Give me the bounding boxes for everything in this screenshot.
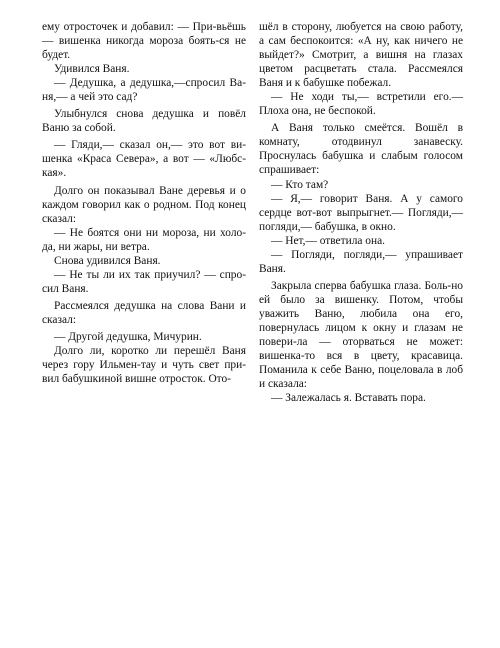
document-page [42, 20, 463, 405]
paragraph: — Не боятся они ни мороза, ни холо-да, ни жары, ни ветра. [42, 226, 246, 253]
paragraph: — Погляди, погляди,— упрашивает Ваня. [259, 248, 463, 275]
left-column [42, 20, 246, 386]
paragraph: — Нет,— ответила она. [271, 234, 385, 247]
paragraph: Снова удивился Ваня. [54, 254, 161, 267]
paragraph: — Залежалась я. Вставать пора. [271, 392, 426, 405]
paragraph: — Дедушка, а дедушка,—спросил Ва-ня,— а чей это сад? [42, 77, 246, 104]
paragraph: Закрыла сперва бабушка глаза. Боль-но ей было за вишенку. Потом, чтобы уважить Ваню, любила она его, повернулась лицом к окну и глазам не повери-ла — оторваться не может: вишенка-то вся в цвету, красавица. Поманила к себе Ваню, поцеловала в лоб и сказала: [259, 279, 463, 391]
paragraph: — Другой дедушка, Мичурин. [54, 330, 202, 343]
paragraph: Улыбнулся снова дедушка и повёл Ваню за собой. [42, 108, 246, 135]
paragraph: Удивился Ваня. [54, 63, 130, 76]
paragraph: — Кто там? [271, 178, 329, 191]
paragraph: — Не ты ли их так приучил? — спро-сил Ваня. [42, 268, 246, 295]
paragraph: ему отросточек и добавил: — При-вьёшь — вишенка никогда мороза боять-ся не будет. [42, 21, 246, 62]
paragraph: — Я,— говорит Ваня. А у самого сердце вот-вот выпрыгнет.— Погляди,— погляди,— бабушка, в окно. [259, 192, 463, 233]
paragraph: шёл в сторону, любуется на свою работу, а сам беспокоится: «А ну, как ничего не выйдет?» Смотрит, а вишня на глазах цветом расцветать стала. Рассмеялся Ваня и к бабушке побежал. [259, 21, 463, 90]
paragraph: Долго ли, коротко ли перешёл Ваня через гору Ильмен-тау и чуть свет при-вил бабушкиной вишне отросток. Ото- [42, 345, 246, 386]
paragraph: — Гляди,— сказал он,— это вот ви-шенка «Краса Севера», а вот — «Любс-кая». [42, 139, 246, 180]
paragraph: — Не ходи ты,— встретили его.— Плоха она, не беспокой. [259, 91, 463, 118]
paragraph: Долго он показывал Ване деревья и о каждом говорил как о родном. Под конец сказал: [42, 184, 246, 225]
paragraph: А Ваня только смеётся. Вошёл в комнату, отодвинул занавеску. Проснулась бабушка и слабым голосом спрашивает: [259, 122, 463, 177]
right-column [259, 20, 463, 405]
paragraph: Рассмеялся дедушка на слова Вани и сказал: [42, 299, 246, 326]
